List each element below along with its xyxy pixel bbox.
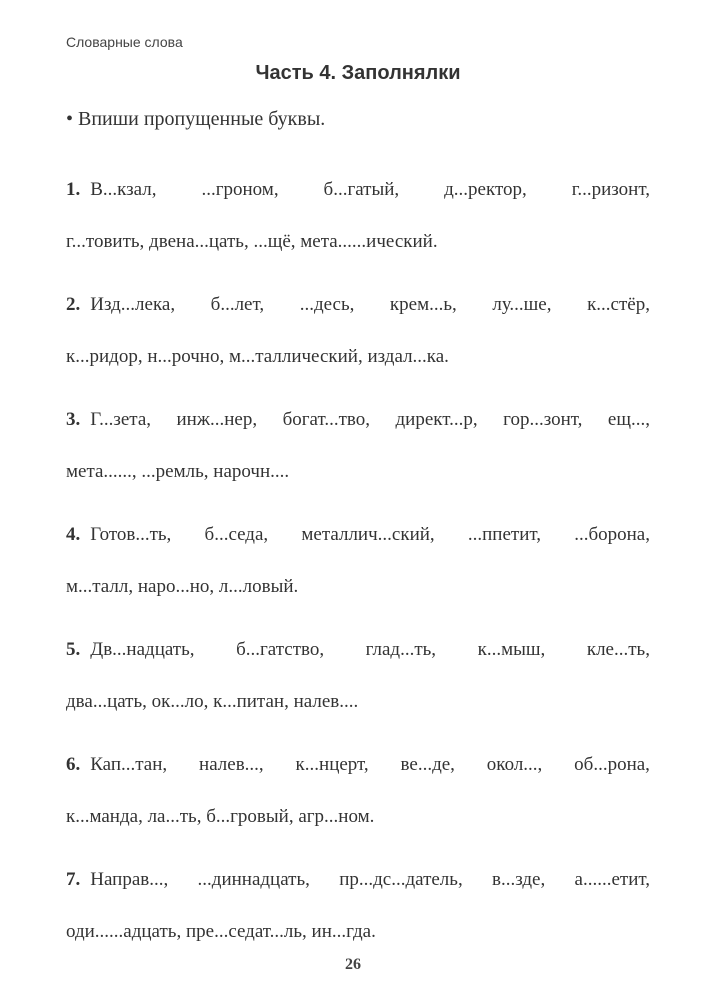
exercise-2 [66,279,650,383]
exercise-number: 1. [66,179,81,200]
running-head: Словарные слова [66,34,183,50]
exercise-word: б...гатый, [323,179,400,200]
exercise-word: глад...ть, [365,639,437,660]
exercise-first-word [66,624,195,676]
exercise-word: г...ризонт, [571,179,650,200]
exercise-word: ещ..., [607,409,650,430]
exercise-word: б...седа, [204,524,269,545]
exercise-word: ...ппетит, [467,524,541,545]
exercise-line-1 [66,739,650,791]
exercise-word: Дв...надцать, [90,639,195,660]
exercise-line-1 [66,279,650,331]
exercise-word: кле...ть, [586,639,650,660]
exercise-line-1 [66,394,650,446]
exercise-number: 6. [66,754,81,775]
exercise-word: а......етит, [574,869,650,890]
page-number: 26 [345,956,361,973]
exercise-first-word [66,164,157,216]
exercise-word: директ...р, [395,409,478,430]
exercise-number: 7. [66,869,81,890]
exercise-word: гор...зонт, [503,409,583,430]
exercise-word: к...мыш, [477,639,546,660]
exercise-number: 4. [66,524,81,545]
exercise-word: налев..., [199,754,264,775]
exercise-word: металлич...ский, [301,524,435,545]
exercise-word: об...рона, [574,754,650,775]
exercise-line-2: г...товить, двена...цать, ...щё, мета......ический. [66,231,438,252]
exercise-first-word [66,854,168,906]
exercise-word: Готов...ть, [90,524,172,545]
exercise-first-word [66,394,151,446]
exercise-first-word [66,279,175,331]
exercise-word: В...кзал, [90,179,157,200]
exercise-line-2: к...ридор, н...рочно, м...таллический, издал...ка. [66,346,449,367]
exercise-word: ве...де, [400,754,455,775]
exercise-word: ...борона, [574,524,650,545]
exercise-line-1 [66,624,650,676]
exercise-word: б...гатство, [236,639,325,660]
exercise-word: богат...тво, [282,409,370,430]
exercise-word: ...гроном, [201,179,279,200]
exercise-word: ...диннадцать, [197,869,310,890]
instruction: • Впиши пропущенные буквы. [66,108,326,130]
exercise-word: крем...ь, [389,294,457,315]
exercise-word: окол..., [486,754,543,775]
exercise-word: в...зде, [492,869,546,890]
exercise-line-1 [66,509,650,561]
exercise-word: б...лет, [210,294,265,315]
exercise-word: инж...нер, [176,409,258,430]
exercise-word: Кап...тан, [90,754,168,775]
exercise-6 [66,739,650,843]
exercise-word: к...нцерт, [295,754,369,775]
exercise-line-2: к...манда, ла...ть, б...гровый, агр...ном. [66,806,375,827]
section-title: Часть 4. Заполнялки [255,62,461,84]
exercise-word: к...стёр, [587,294,650,315]
exercise-word: Г...зета, [90,409,151,430]
exercise-number: 5. [66,639,81,660]
exercise-first-word [66,509,171,561]
exercise-line-2: два...цать, ок...ло, к...питан, налев.... [66,691,359,712]
exercise-word: Направ..., [90,869,169,890]
exercise-word: д...ректор, [444,179,527,200]
exercise-first-word [66,739,167,791]
exercise-word: пр...дс...датель, [339,869,463,890]
exercise-line-2: мета......, ...ремль, нарочн.... [66,461,290,482]
exercise-word: лу...ше, [492,294,552,315]
exercise-line-1 [66,854,650,906]
exercise-5 [66,624,650,728]
exercise-word: ...десь, [299,294,355,315]
exercise-1 [66,164,650,268]
exercise-line-2: оди......адцать, пре...седат...ль, ин...гда. [66,921,376,942]
exercise-number: 3. [66,409,81,430]
exercise-line-2: м...талл, наро...но, л...ловый. [66,576,299,597]
exercise-word: Изд...лека, [90,294,176,315]
exercise-line-1 [66,164,650,216]
exercise-7 [66,854,650,958]
exercise-number: 2. [66,294,81,315]
exercise-3 [66,394,650,498]
exercise-4 [66,509,650,613]
